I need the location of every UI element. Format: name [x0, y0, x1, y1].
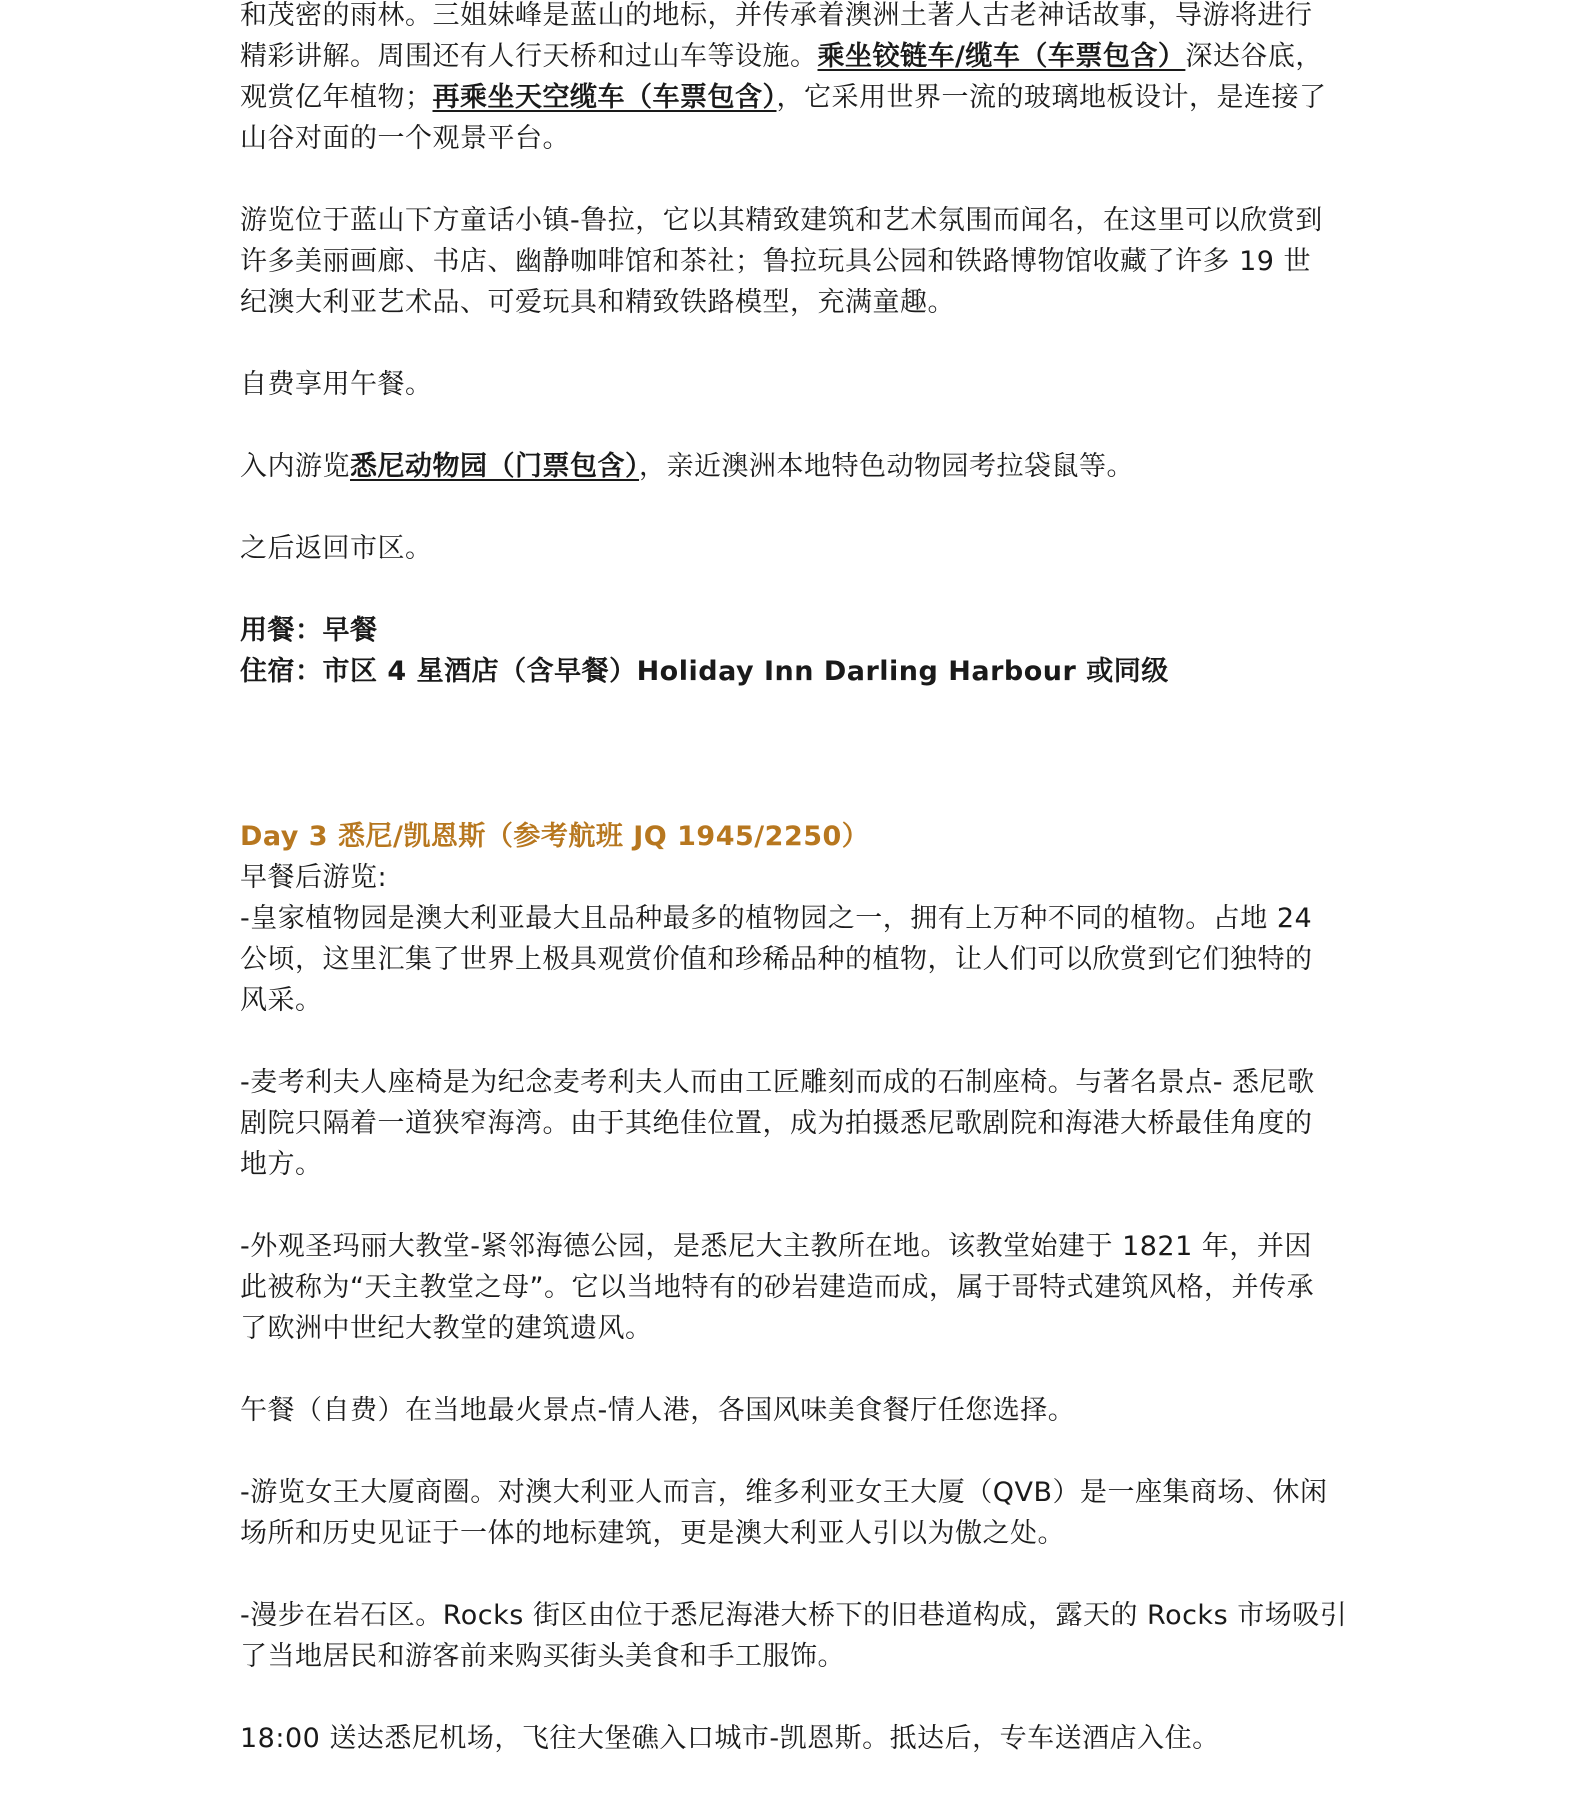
text-span: 纪澳大利亚艺术品、可爱玩具和精致铁路模型，充满童趣。: [240, 287, 955, 318]
text-span: -麦考利夫人座椅是为纪念麦考利夫人而由工匠雕刻而成的石制座椅。与著名景点- 悉尼歌: [240, 1067, 1315, 1098]
text-line: [240, 200, 1323, 241]
text-line: [240, 857, 387, 898]
text-line: [240, 36, 1323, 77]
text-span: 风采。: [240, 985, 323, 1016]
hotel-line: [240, 651, 1169, 692]
text-line: [240, 939, 1313, 980]
text-line: [240, 1472, 1328, 1513]
text-line: [240, 1062, 1315, 1103]
text-span: 地方。: [240, 1149, 323, 1180]
text-line: [240, 77, 1327, 118]
text-span: 早餐后游览:: [240, 862, 388, 893]
text-line: [240, 1103, 1313, 1144]
text-span: 观赏亿年植物；: [240, 82, 433, 113]
text-span: -外观圣玛丽大教堂-紧邻海德公园，是悉尼大主教所在地。该教堂始建于 1821 年，并因: [240, 1231, 1312, 1262]
text-span: 了当地居民和游客前来购买街头美食和手工服饰。: [240, 1641, 845, 1672]
text-line: [240, 241, 1311, 282]
text-span: 住宿：市区 4 星酒店（含早餐）Holiday Inn Darling Harbour 或同级: [240, 656, 1169, 687]
text-line: [240, 980, 323, 1021]
text-line: [240, 118, 570, 159]
text-span: 之后返回市区。: [240, 533, 433, 564]
text-span: 18:00 送达悉尼机场，飞往大堡礁入口城市-凯恩斯。抵达后，专车送酒店入住。: [240, 1723, 1220, 1754]
text-span: -游览女王大厦商圈。对澳大利亚人而言，维多利亚女王大厦（QVB）是一座集商场、休闲: [240, 1477, 1328, 1508]
text-span: 游览位于蓝山下方童话小镇-鲁拉，它以其精致建筑和艺术氛围而闻名，在这里可以欣赏到: [240, 205, 1323, 236]
text-line: [240, 1308, 653, 1349]
text-span: 和茂密的雨林。三姐妹峰是蓝山的地标，并传承着澳洲土著人古老神话故事，导游将进行: [240, 0, 1313, 31]
text-span: 自费享用午餐。: [240, 369, 433, 400]
text-span: 午餐（自费）在当地最火景点-情人港，各国风味美食餐厅任您选择。: [240, 1395, 1076, 1426]
text-span: 精彩讲解。周围还有人行天桥和过山车等设施。: [240, 41, 818, 72]
text-span: -漫步在岩石区。Rocks 街区由位于悉尼海港大桥下的旧巷道构成，露天的 Rocks 市场吸引: [240, 1600, 1348, 1631]
text-line: [240, 1144, 323, 1185]
text-line: [240, 0, 1313, 36]
text-span: Day 3 悉尼/凯恩斯（参考航班 JQ 1945/2250）: [240, 821, 870, 852]
text-line: [240, 898, 1312, 939]
skyway-highlight: 再乘坐天空缆车（车票包含）: [432, 82, 777, 113]
text-span: ，亲近澳洲本地特色动物园考拉袋鼠等。: [639, 451, 1134, 482]
text-span: -皇家植物园是澳大利亚最大且品种最多的植物园之一，拥有上万种不同的植物。占地 24: [240, 903, 1313, 934]
text-span: 深达谷底，: [1185, 41, 1323, 72]
text-span: 入内游览: [240, 451, 350, 482]
text-span: 山谷对面的一个观景平台。: [240, 123, 570, 154]
day3-heading: [240, 816, 869, 857]
text-span: 许多美丽画廊、书店、幽静咖啡馆和茶社；鲁拉玩具公园和铁路博物馆收藏了许多 19 世: [240, 246, 1312, 277]
cable-car-highlight: 乘坐铰链车/缆车（车票包含）: [817, 41, 1186, 72]
text-span: 此被称为“天主教堂之母”。它以当地特有的砂岩建造而成，属于哥特式建筑风格，并传承: [240, 1272, 1314, 1303]
text-line: [240, 446, 1134, 487]
text-line: [240, 364, 433, 405]
text-line: [240, 528, 433, 569]
text-line: [240, 282, 955, 323]
text-line: [240, 1226, 1312, 1267]
text-line: [240, 1513, 1065, 1554]
text-span: 用餐：早餐: [240, 615, 378, 646]
text-span: 公顷，这里汇集了世界上极具观赏价值和珍稀品种的植物，让人们可以欣赏到它们独特的: [240, 944, 1313, 975]
text-span: 场所和历史见证于一体的地标建筑，更是澳大利亚人引以为傲之处。: [240, 1518, 1065, 1549]
zoo-highlight: 悉尼动物园（门票包含）: [350, 451, 639, 482]
text-line: [240, 1595, 1347, 1636]
text-line: [240, 1390, 1075, 1431]
text-span: 剧院只隔着一道狭窄海湾。由于其绝佳位置，成为拍摄悉尼歌剧院和海港大桥最佳角度的: [240, 1108, 1313, 1139]
text-line: [240, 1267, 1314, 1308]
text-span: ，它采用世界一流的玻璃地板设计，是连接了: [776, 82, 1327, 113]
meals-line: [240, 610, 378, 651]
text-span: 了欧洲中世纪大教堂的建筑遗风。: [240, 1313, 653, 1344]
text-line: [240, 1718, 1220, 1759]
text-line: [240, 1636, 845, 1677]
